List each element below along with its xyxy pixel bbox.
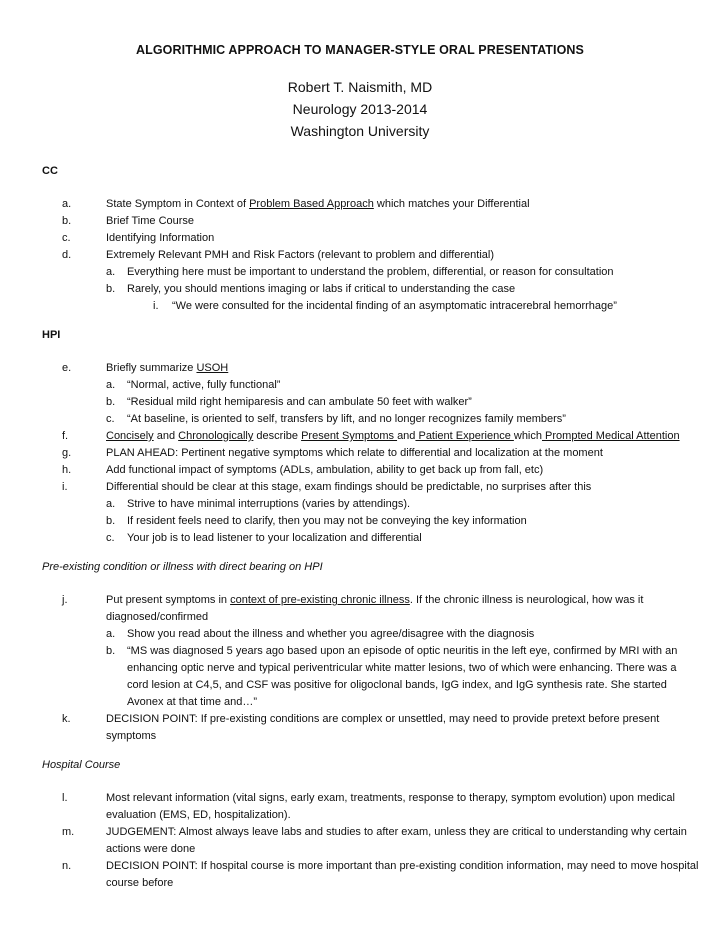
item-label: c. <box>106 413 115 425</box>
item-text: “MS was diagnosed 5 years ago based upon an episode of optic neuritis in the left eye, confirmed by MRI with an enhancing optic nerve and typical periventricular white matter lesions, two of which were enhancing. There was a cord lesion at C4,5, and CSF was positive for oligoclonal bands, IgG index, and IgG synthesis rate. She started Avonex at that time and…” <box>127 645 678 708</box>
item-text: “At baseline, is oriented to self, transfers by lift, and no longer recognizes family members” <box>127 413 566 425</box>
list-item <box>42 213 700 230</box>
item-label: b. <box>106 515 116 527</box>
underlined-text: Problem Based Approach <box>249 198 374 210</box>
item-label: k. <box>62 713 71 725</box>
item-text: and <box>397 430 416 442</box>
item-text: PLAN AHEAD: Pertinent negative symptoms which relate to differential and localization at the moment <box>106 447 603 459</box>
list-item <box>42 428 700 445</box>
item-text: “Normal, active, fully functional” <box>127 379 281 391</box>
sub-list-item <box>42 377 700 394</box>
item-label: i. <box>62 481 68 493</box>
underlined-text: Concisely <box>106 430 154 442</box>
sub-list-item <box>42 530 700 547</box>
sub-list-item <box>42 643 700 711</box>
list-item <box>42 592 700 626</box>
item-text: Identifying Information <box>106 232 215 244</box>
item-label: d. <box>62 249 72 261</box>
list-item <box>42 247 700 264</box>
item-text: which matches your Differential <box>373 198 530 210</box>
section-heading-cc: CC <box>42 165 58 177</box>
item-text: “We were consulted for the incidental finding of an asymptomatic intracerebral hemorrhage” <box>172 300 617 312</box>
item-text: State Symptom in Context of <box>106 198 250 210</box>
item-text: Extremely Relevant PMH and Risk Factors (relevant to problem and differential) <box>106 249 495 261</box>
sub-list-item <box>42 281 700 298</box>
list-item <box>42 790 700 824</box>
underlined-text: USOH <box>196 362 229 374</box>
list-item <box>42 445 700 462</box>
sub-list-item <box>42 264 700 281</box>
institution: Washington University <box>290 123 430 139</box>
item-label: j. <box>62 594 68 606</box>
section-heading-hospital-course: Hospital Course <box>42 759 121 771</box>
item-label: b. <box>106 396 116 408</box>
item-label: g. <box>62 447 72 459</box>
item-text: Add functional impact of symptoms (ADLs, ambulation, ability to get back up from fall, etc) <box>106 464 544 476</box>
item-label: b. <box>62 215 72 227</box>
item-label: c. <box>62 232 71 244</box>
item-text: and <box>153 430 179 442</box>
item-text: Differential should be clear at this stage, exam findings should be predictable, no surprises after this <box>106 481 592 493</box>
underlined-text: context of pre-existing chronic illness <box>230 594 410 606</box>
list-item <box>42 711 700 745</box>
item-label: b. <box>106 645 116 657</box>
item-label: c. <box>106 532 115 544</box>
item-text: Briefly summarize <box>106 362 197 374</box>
item-text: Everything here must be important to understand the problem, differential, or reason for consultation <box>127 266 614 278</box>
author-block <box>0 76 720 142</box>
item-text: Rarely, you should mentions imaging or labs if critical to understanding the case <box>127 283 516 295</box>
section-heading-hpi: HPI <box>42 329 61 341</box>
list-item <box>42 479 700 496</box>
list-item <box>42 824 700 858</box>
item-label: h. <box>62 464 72 476</box>
underlined-text: Chronologically <box>178 430 254 442</box>
sub-list-item <box>42 496 700 513</box>
item-label: a. <box>106 379 116 391</box>
item-text: DECISION POINT: If pre-existing conditions are complex or unsettled, may need to provide pretext before present symptoms <box>106 713 660 742</box>
item-label: n. <box>62 860 72 872</box>
item-text: describe <box>253 430 302 442</box>
item-text: DECISION POINT: If hospital course is more important than pre-existing condition information, may need to move hospital course before <box>106 860 699 889</box>
item-label: b. <box>106 283 116 295</box>
sub-sub-list-item <box>42 298 700 315</box>
content <box>42 163 700 892</box>
item-label: a. <box>106 266 116 278</box>
item-label: f. <box>62 430 69 442</box>
section-heading-preexisting: Pre-existing condition or illness with direct bearing on HPI <box>42 561 323 573</box>
item-text: Your job is to lead listener to your localization and differential <box>127 532 422 544</box>
item-label: l. <box>62 792 68 804</box>
underlined-text: Prompted Medical Attention <box>542 430 680 442</box>
item-label: a. <box>106 498 116 510</box>
author-name: Robert T. Naismith, MD <box>287 79 433 95</box>
item-text: which <box>513 430 542 442</box>
item-text: Strive to have minimal interruptions (varies by attendings). <box>127 498 411 510</box>
sub-list-item <box>42 626 700 643</box>
item-label: i. <box>153 300 159 312</box>
list-item <box>42 196 700 213</box>
list-item <box>42 462 700 479</box>
underlined-text: Present Symptoms <box>301 430 398 442</box>
item-text: If resident feels need to clarify, then you may not be conveying the key information <box>127 515 527 527</box>
sub-list-item <box>42 513 700 530</box>
page-title: ALGORITHMIC APPROACH TO MANAGER-STYLE ORAL PRESENTATIONS <box>136 43 584 57</box>
item-text: “Residual mild right hemiparesis and can ambulate 50 feet with walker” <box>127 396 472 408</box>
item-label: e. <box>62 362 72 374</box>
item-text: Show you read about the illness and whether you agree/disagree with the diagnosis <box>127 628 535 640</box>
department: Neurology 2013-2014 <box>292 101 428 117</box>
list-item <box>42 360 700 377</box>
sub-list-item <box>42 411 700 428</box>
list-item <box>42 858 700 892</box>
item-label: a. <box>106 628 116 640</box>
list-item <box>42 230 700 247</box>
sub-list-item <box>42 394 700 411</box>
item-label: m. <box>62 826 75 838</box>
underlined-text: Patient Experience <box>415 430 514 442</box>
item-label: a. <box>62 198 72 210</box>
item-text: Put present symptoms in <box>106 594 231 606</box>
item-text: Brief Time Course <box>106 215 195 227</box>
item-text: Most relevant information (vital signs, early exam, treatments, response to therapy, symptom evolution) upon medical evaluation (EMS, ED, hospitalization). <box>106 792 675 821</box>
item-text: JUDGEMENT: Almost always leave labs and studies to after exam, unless they are critical to understanding why certain actions were done <box>106 826 687 855</box>
item-text: . If the chronic illness is neurological, how was it diagnosed/confirmed <box>106 594 644 623</box>
